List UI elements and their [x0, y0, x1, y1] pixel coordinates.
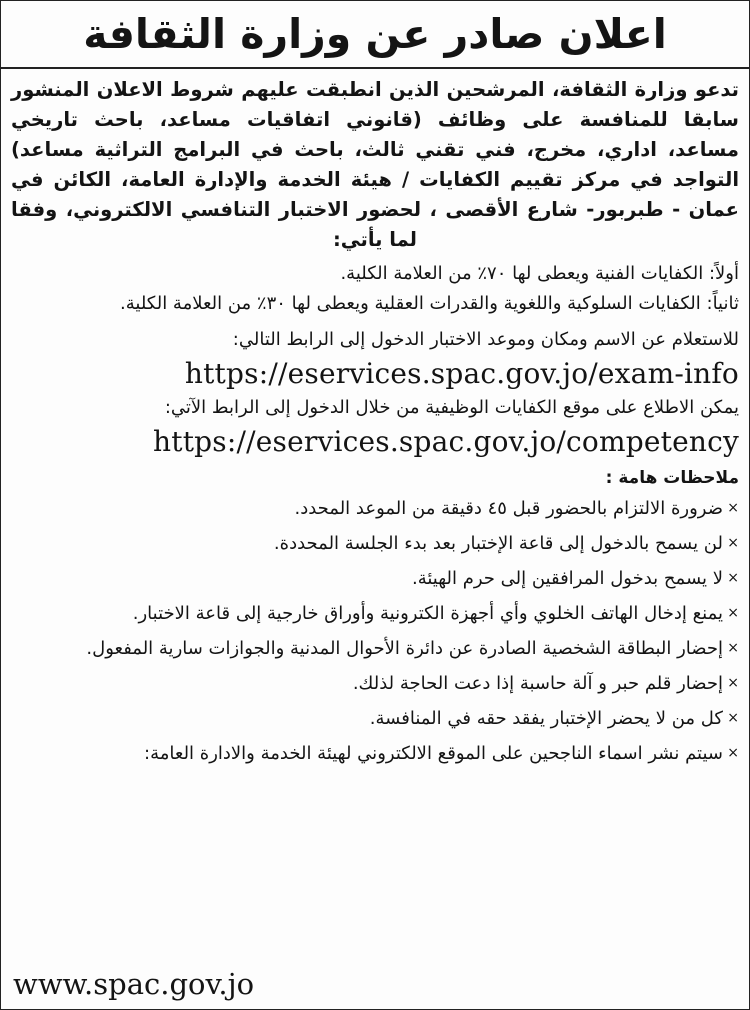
- criterion-technical: أولاً: الكفايات الفنية ويعطى لها ٧٠٪ من العلامة الكلية.: [340, 263, 739, 284]
- cross-bullet-icon: ×: [727, 640, 739, 656]
- note-item: [11, 493, 739, 524]
- cross-bullet-icon: ×: [727, 675, 739, 691]
- note-item: [11, 598, 739, 629]
- cross-bullet-icon: ×: [727, 500, 739, 516]
- cross-bullet-icon: ×: [727, 535, 739, 551]
- cross-bullet-icon: ×: [727, 605, 739, 621]
- notes-list: [1, 493, 749, 769]
- note-item: [11, 633, 739, 664]
- cross-bullet-icon: ×: [727, 745, 739, 761]
- cross-bullet-icon: ×: [727, 710, 739, 726]
- notes-heading: ملاحظات هامة :: [605, 468, 739, 488]
- note-text: ضرورة الالتزام بالحضور قبل ٤٥ دقيقة من الموعد المحدد.: [294, 498, 723, 519]
- note-text: يمنع إدخال الهاتف الخلوي وأي أجهزة الكترونية وأوراق خارجية إلى قاعة الاختبار.: [132, 603, 723, 624]
- note-item: [11, 668, 739, 699]
- note-text: سيتم نشر اسماء الناجحين على الموقع الالكتروني لهيئة الخدمة والادارة العامة:: [144, 743, 723, 764]
- competency-label: يمكن الاطلاع على موقع الكفايات الوظيفية من خلال الدخول إلى الرابط الآتي:: [164, 397, 739, 418]
- note-text: لا يسمح بدخول المرافقين إلى حرم الهيئة.: [411, 568, 723, 589]
- criteria-list: [1, 255, 749, 319]
- note-text: إحضار قلم حبر و آلة حاسبة إذا دعت الحاجة لذلك.: [352, 673, 723, 694]
- competency-link[interactable]: https://eservices.spac.gov.jo/competency: [153, 425, 739, 458]
- note-text: كل من لا يحضر الإختبار يفقد حقه في المنافسة.: [369, 708, 723, 729]
- note-item: [11, 563, 739, 594]
- intro-paragraph: تدعو وزارة الثقافة، المرشحين الذين انطبقت عليهم شروط الاعلان المنشور سابقا للمنافسة على وظائف (قانوني اتفاقيات مساعد، باحث تاريخي مساعد، اداري، مخرج، فني تقني ثالث، باحث في البرامج التراثية مساعد) التواجد في مركز تقييم الكفايات / هيئة الخدمة والإدارة العامة، الكائن في عمان - طبربور- شارع الأقصى ، لحضور الاختبار التنافسي الالكتروني، وفقا لما يأتي:: [11, 78, 739, 251]
- note-item: [11, 528, 739, 559]
- note-text: لن يسمح بالدخول إلى قاعة الإختبار بعد بدء الجلسة المحددة.: [273, 533, 723, 554]
- exam-info-link[interactable]: https://eservices.spac.gov.jo/exam-info: [184, 357, 739, 390]
- title-band: [1, 1, 749, 69]
- website-link[interactable]: www.spac.gov.jo: [13, 967, 255, 1001]
- cross-bullet-icon: ×: [727, 570, 739, 586]
- criterion-behavioral: ثانياً: الكفايات السلوكية واللغوية والقدرات العقلية ويعطى لها ٣٠٪ من العلامة الكلية.: [120, 293, 739, 314]
- exam-info-label: للاستعلام عن الاسم ومكان وموعد الاختبار الدخول إلى الرابط التالي:: [232, 329, 739, 350]
- announcement-title: اعلان صادر عن وزارة الثقافة: [83, 10, 667, 58]
- note-item: [11, 703, 739, 734]
- note-item: [11, 738, 739, 769]
- note-text: إحضار البطاقة الشخصية الصادرة عن دائرة الأحوال المدنية والجوازات سارية المفعول.: [86, 638, 723, 659]
